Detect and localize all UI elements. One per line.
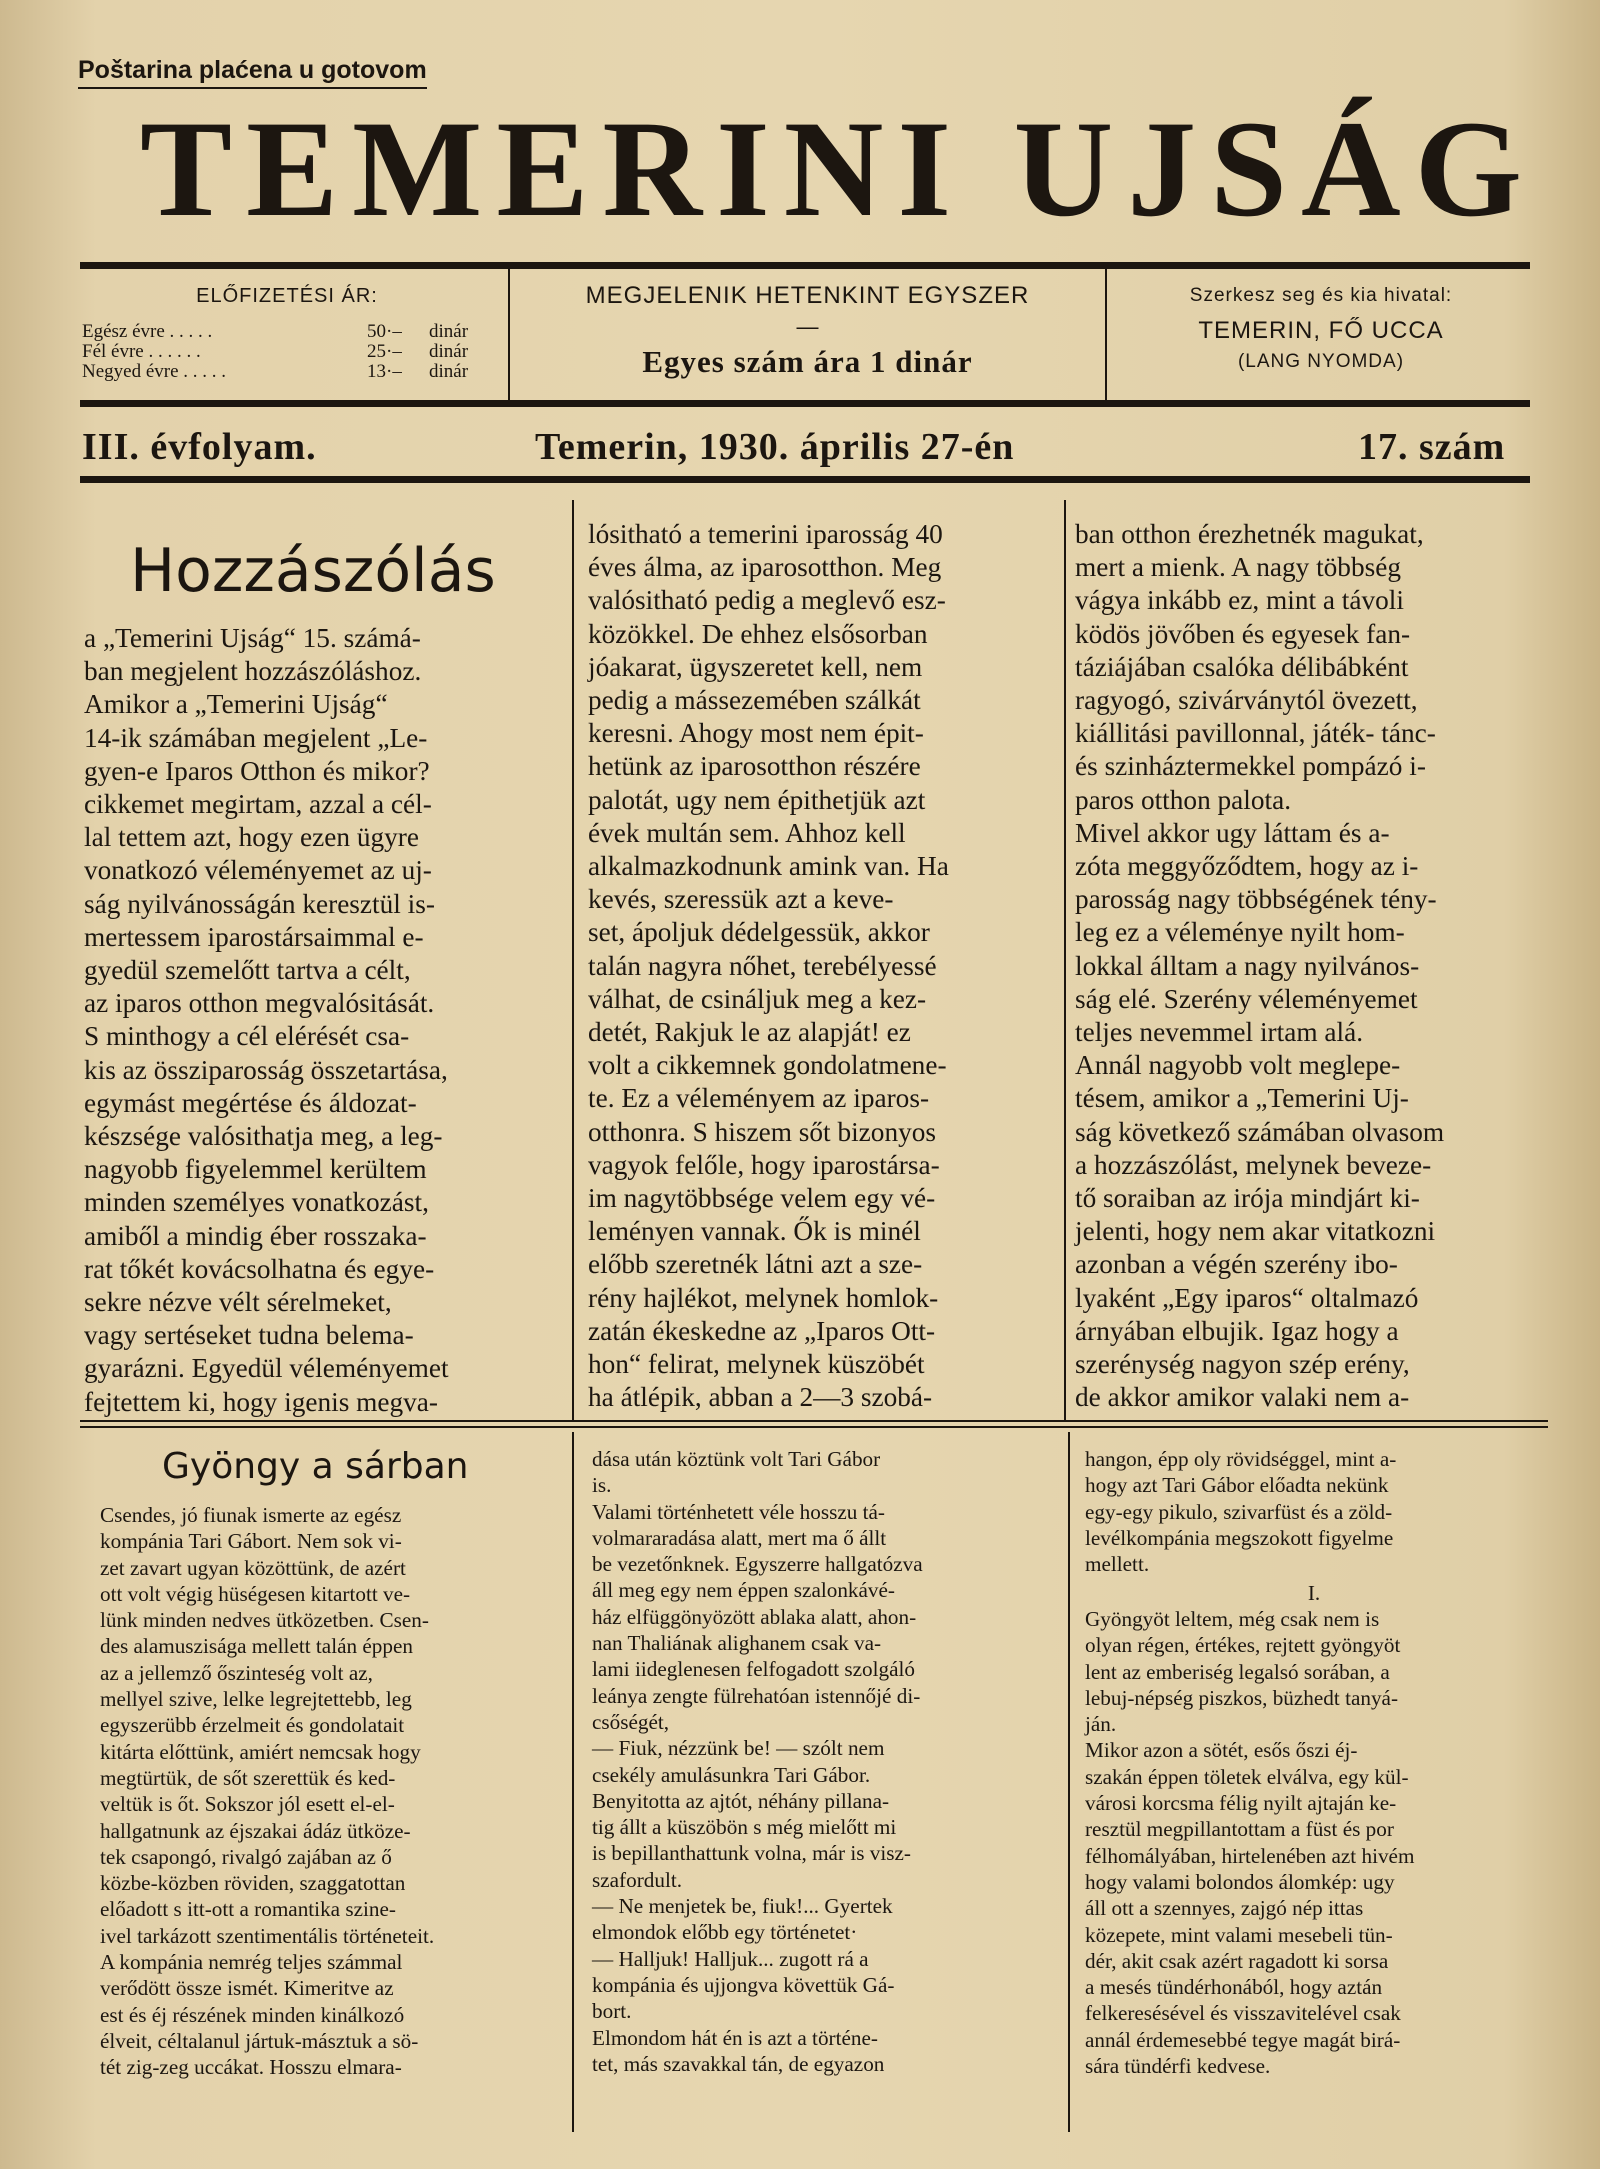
masthead-title: TEMERINI UJSÁG <box>140 92 1537 245</box>
article-separator <box>80 1420 1548 1422</box>
article-column-2: dása után köztünk volt Tari Gábor is. Valami történhetett véle hosszu tá- volmararadása alatt, mert ma ő állt be vezetőnknek. Egyszerre hallgatózva áll meg egy nem éppen szalonkávé- ház elfüggönyözött ablaka alatt, ahon- nan Thaliának alighanem csak va- lami iideglenesen felfogadott szolgáló leánya zengte fülrehatóan istennőjé di- csőségét, — Fiuk, nézzünk be! — szólt nem csekély amulásunkra Tari Gábor. Benyitotta az ajtót, néhány pillana- tig állt a küszöbön s még mielőtt mi is bepillanthattunk volna, már is visz- szafordult. — Ne menjetek be, fiuk!... Gyertek elmondok előbb egy történetet· — Halljuk! Halljuk... zugott rá a kompánia és ujjongva követtük Gá- bort. Elmondom hát én is azt a történe- tet, más szavakkal tán, de egyazon <box>592 1447 923 2076</box>
office-print: (LANG NYOMDA) <box>1237 351 1405 372</box>
column-divider <box>572 500 574 1420</box>
subscription-heading: ELŐFIZETÉSI ÁR: <box>196 285 378 307</box>
frequency-text: MEGJELENIK HETENKINT EGYSZER <box>585 282 1030 309</box>
frequency-box <box>515 282 1100 380</box>
column-divider <box>1068 1432 1070 2132</box>
header-divider-right <box>1105 268 1107 400</box>
column-divider <box>1064 500 1066 1420</box>
price-unit: dinár <box>429 361 469 382</box>
article-column-1: Csendes, jó fiunak ismerte az egész kompánia Tari Gábort. Nem sok vi- zet zavart ugyan közöttünk, de azért ott volt végig hüségesen kitartott ve- lünk minden nedves ütközetben. Csen- des alamuszisága mellett talán éppen az a jellemző őszinteség volt az, mellyel szive, lelke legrejtettebb, leg egyszerübb érzelmeit és gondolatait kitárta előttünk, amiért nemcsak hogy megtürtük, de sőt szerettük és ked- veltük is őt. Sokszor jól esett el-el- hallgatnunk az éjszakai ádáz ütköze- tek csapongó, rivalgó zajában az ő közbe-közben röviden, szaggatottan előadott s itt-ott a romantika szine- ivel tarkázott szentimentális történeteit. A kompánia nemrég teljes számmal verődött össze ismét. Kimeritve az est és éj részének minden kinálkozó élveit, céltalanul jártuk-másztuk a sö- tét zig-zeg uccákat. Hosszu elmara- <box>100 1503 435 2080</box>
price-amount: 25·– <box>367 341 402 362</box>
office-address: TEMERIN, FŐ UCCA <box>1198 317 1444 344</box>
price-label: Negyed évre . . . . . <box>82 361 227 382</box>
dash: — <box>796 314 819 339</box>
price-row <box>82 322 492 342</box>
office-heading: Szerkesz seg és kia hivatal: <box>1189 285 1453 306</box>
article-column-2: lósitható a temerini iparosság 40 éves álma, az iparosotthon. Meg valósitható pedig a meglevő esz- közökkel. De ehhez elsősorban jóakarat, ügyszeretet kell, nem pedig a mássezemében szálkát keresni. Ahogy most nem épit- hetünk az iparosotthon részére palotát, ugy nem épithetjük azt évek multán sem. Ahhoz kell alkalmazkodnunk amink van. Ha kevés, szeressük azt a keve- set, ápoljuk dédelgessük, akkor talán nagyra nőhet, terebélyessé válhat, de csináljuk meg a kez- detét, Rakjuk le az alapját! ez volt a cikkemnek gondolatmene- te. Ez a véleményem az iparos- otthonra. S hiszem sőt bizonyos vagyok felőle, hogy iparostársa- im nagytöbbsége velem egy vé- leményen vannak. Ők is minél előbb szeretnék látni azt a sze- rény hajlékot, melynek homlok- zatán ékeskedne az „Iparos Ott- hon“ felirat, melynek küszöbét ha átlépik, abban a 2—3 szobá- <box>588 519 949 1413</box>
price-amount: 13·– <box>367 361 402 382</box>
subscription-box <box>82 285 492 382</box>
price-unit: dinár <box>429 341 469 362</box>
volume: III. évfolyam. <box>82 426 317 468</box>
header-rule-mid <box>80 400 1530 407</box>
price-row <box>82 362 492 382</box>
header-divider-left <box>508 268 510 400</box>
price-label: Egész évre . . . . . <box>82 321 213 342</box>
postal-note: Poštarina plaćena u gotovom <box>78 56 427 89</box>
article-column-3: ban otthon érezhetnék magukat, mert a mienk. A nagy többség vágya inkább ez, mint a távoli ködös jövőben és egyesek fan- táziájában csalóka délibábként ragyogó, szivárványtól övezett, kiállitási pavillonnal, játék- tánc- és szinháztermekkel pompázó i- paros otthon palota. Mivel akkor ugy láttam és a- zóta meggyőződtem, hogy az i- parosság nagy többségének tény- leg ez a véleménye nyilt hom- lokkal álltam a nagy nyilvános- ság elé. Szerény véleményemet teljes nevemmel irtam alá. Annál nagyobb volt meglepe- tésem, amikor a „Temerini Uj- ság következő számában olvasom a hozzászólást, melynek beveze- tő soraiban az irója mindjárt ki- jelenti, hogy nem akar vitatkozni azonban a végén szerény ibo- lyaként „Egy iparos“ oltalmazó árnyában elbujik. Igaz hogy a szerénység nagyon szép erény, de akkor amikor valaki nem a- <box>1075 519 1445 1413</box>
header-rule-top <box>80 262 1530 269</box>
article-column-3b: Gyöngyöt leltem, még csak nem is olyan régen, értékes, rejtett gyöngyöt lent az emberiség legalsó sorában, a lebuj-népség piszkos, büzhedt tanyá- ján. Mikor azon a sötét, esős őszi éj- szakán éppen töletek elválva, egy kül- városi korcsma félig nyilt ajtaján ke- resztül megpillantottam a füst és por félhomályában, hirtelenében azt hivém hogy valami bolondos álomkép: ugy áll ott a szennyes, zajgó nép ittas közepete, mint valami mesebeli tün- dér, akit csak azért ragadott ki sorsa a mesés tündérhonából, hogy aztán felkeresésével és visszavitelével csak annál érdemesebbé tegye magát birá- sára tündérfi kedvese. <box>1085 1607 1415 2079</box>
article-separator-double <box>80 1426 1548 1428</box>
dateline: Temerin, 1930. április 27-én <box>535 426 1015 468</box>
section-numeral: I. <box>1307 1581 1321 1605</box>
price-text: Egyes szám ára 1 dinár <box>642 344 973 379</box>
article-column-3: hangon, épp oly rövidséggel, mint a- hogy azt Tari Gábor előadta nekünk egy-egy pikulo, szivarfüst és a zöld- levélkompánia megszokott figyelme mellett. <box>1085 1447 1397 1577</box>
price-label: Fél évre . . . . . . <box>82 341 201 362</box>
article-column-1: a „Temerini Ujság“ 15. számá- ban megjelent hozzászóláshoz. Amikor a „Temerini Ujság“ 14-ik számában megjelent „Le- gyen-e Iparos Otthon és mikor? cikkemet megirtam, azzal a cél- lal tettem azt, hogy ezen ügyre vonatkozó véleményemet az uj- ság nyilvánosságán keresztül is- mertessem iparostársaimmal e- gyedül szemelőtt tartva a célt, az iparos otthon megvalósitását. S minthogy a cél elérését csa- kis az össziparosság összetartása, egymást megértése és áldozat- készsége valósithatja meg, a leg- nagyobb figyelemmel kerültem minden személyes vonatkozást, amiből a mindig éber rosszaka- rat tőkét kovácsolhatna és egye- sekre nézve vélt sérelmeket, vagy sertéseket tudna belema- gyarázni. Egyedül véleményemet fejtettem ki, hogy igenis megva- <box>84 623 449 1417</box>
office-box <box>1112 285 1530 373</box>
article-headline: Gyöngy a sárban <box>162 1446 469 1487</box>
price-row <box>82 342 492 362</box>
column-divider <box>572 1432 574 2132</box>
price-unit: dinár <box>429 321 469 342</box>
issue-number: 17. szám <box>1358 426 1506 468</box>
price-amount: 50·– <box>367 321 402 342</box>
article-headline: Hozzászólás <box>130 536 496 606</box>
header-rule-bottom <box>80 476 1530 483</box>
